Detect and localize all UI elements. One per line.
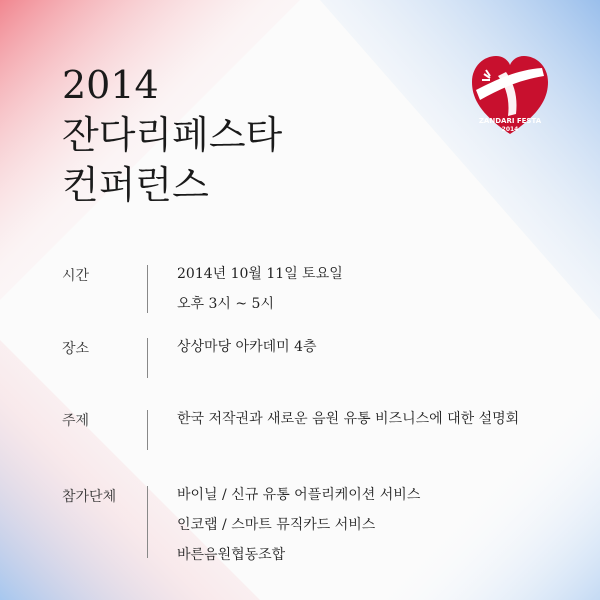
divider: [147, 265, 148, 313]
detail-value: 상상마당 아카데미 4층: [177, 339, 317, 355]
logo-year: 2014: [501, 126, 519, 133]
divider: [147, 486, 148, 558]
detail-values: [177, 410, 519, 440]
detail-values: [177, 338, 317, 368]
detail-label: 주제: [62, 413, 90, 429]
detail-value: 한국 저작권과 새로운 음원 유통 비즈니스에 대한 설명회: [177, 411, 520, 427]
logo-text: ZANDARI FESTA: [478, 117, 542, 125]
divider: [147, 338, 148, 378]
detail-value: 바이닐 / 신규 유통 어플리케이션 서비스: [177, 487, 421, 503]
detail-value: 바른음원협동조합: [177, 547, 286, 563]
detail-label: 장소: [62, 341, 90, 357]
zandari-festa-logo: [470, 52, 550, 142]
divider: [147, 410, 148, 450]
title-line2: 컨퍼런스: [62, 163, 209, 207]
detail-value: 2014년 10월 11일 토요일: [177, 266, 343, 282]
title-line1: 잔다리페스타: [62, 113, 283, 157]
detail-values: [177, 265, 343, 325]
detail-values: [177, 486, 420, 576]
title-year: 2014: [62, 63, 159, 107]
detail-label: 시간: [62, 268, 90, 284]
detail-value: 인코랩 / 스마트 뮤직카드 서비스: [177, 517, 376, 533]
page-title: [62, 60, 282, 210]
detail-label: 참가단체: [62, 489, 117, 505]
detail-value: 오후 3시 ~ 5시: [177, 296, 274, 312]
